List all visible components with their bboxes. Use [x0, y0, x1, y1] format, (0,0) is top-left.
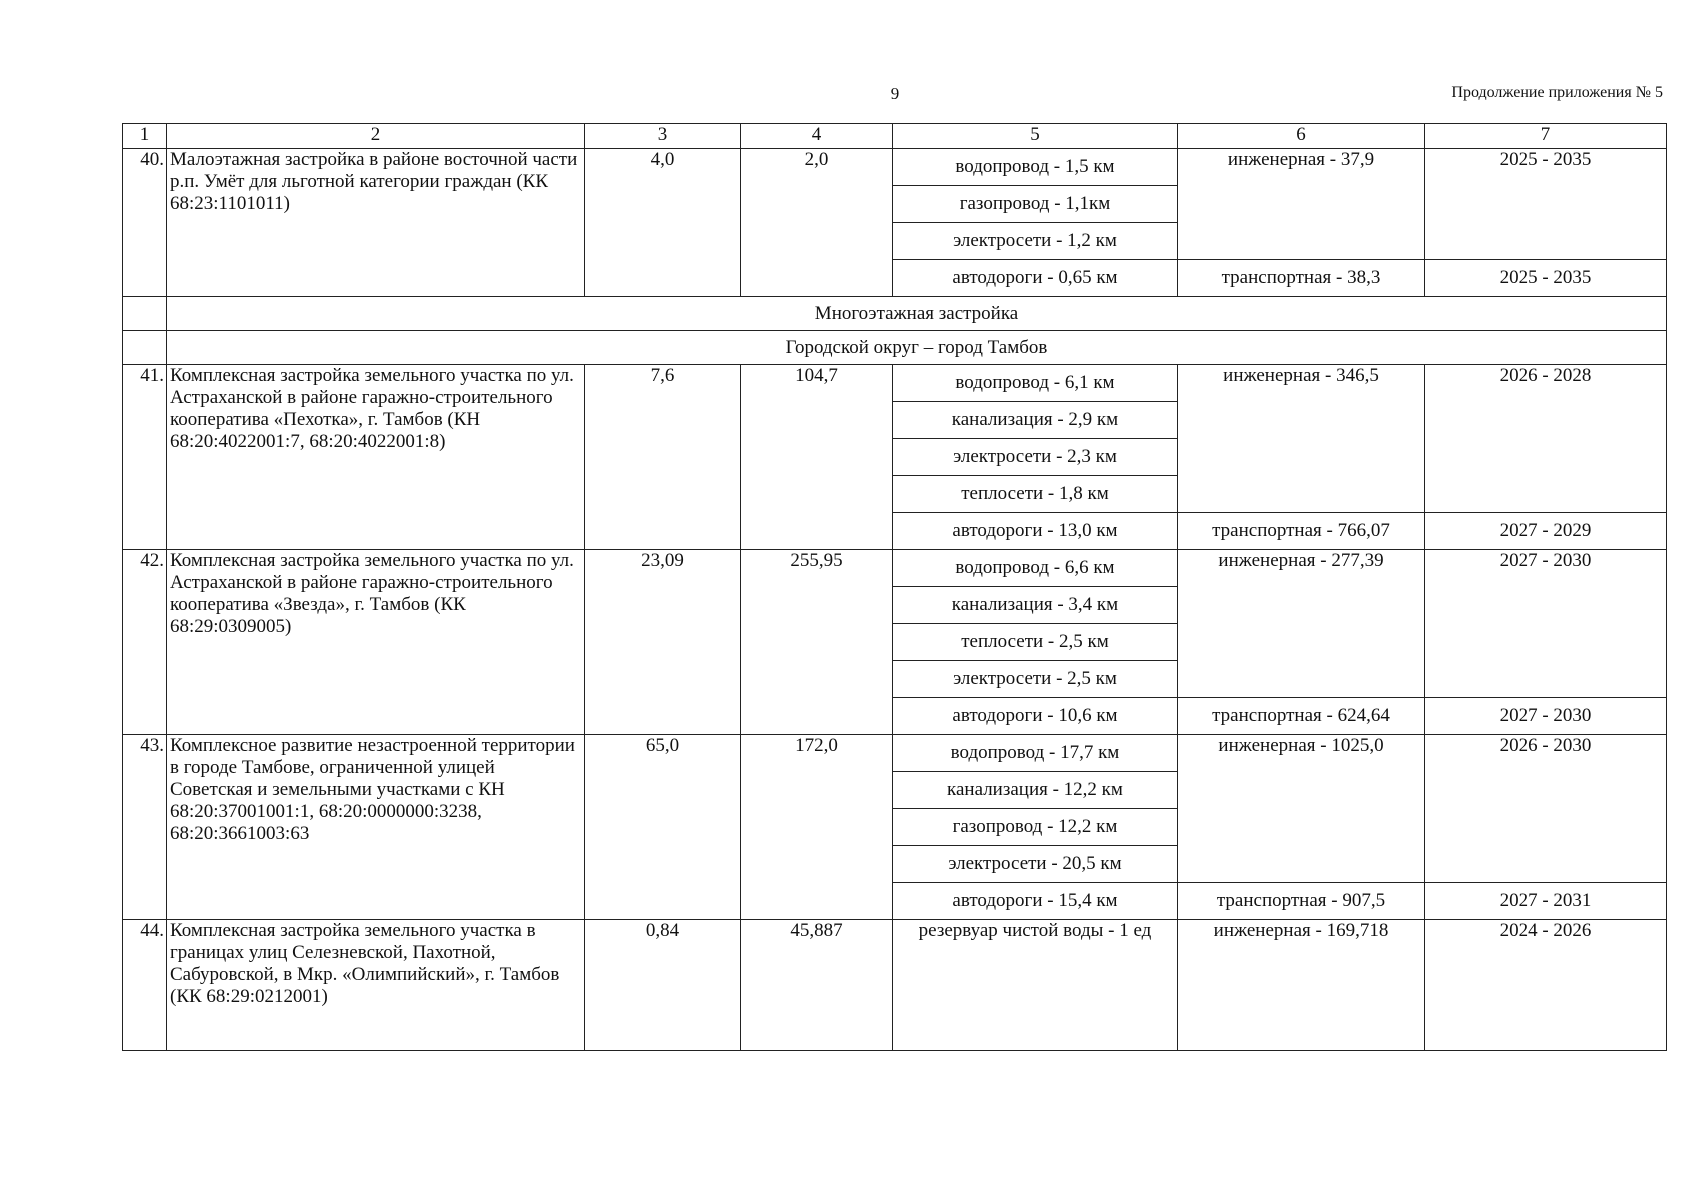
transport-cost: транспортная - 907,5 — [1178, 883, 1425, 920]
column-header: 3 — [585, 124, 741, 149]
roads-item: автодороги - 0,65 км — [893, 260, 1178, 297]
network-item: водопровод - 1,5 км — [893, 149, 1178, 186]
network-item: теплосети - 2,5 км — [893, 624, 1178, 661]
row-col4-value: 2,0 — [741, 149, 893, 297]
transport-cost: транспортная - 624,64 — [1178, 698, 1425, 735]
column-header: 6 — [1178, 124, 1425, 149]
engineering-years: 2026 - 2030 — [1425, 735, 1667, 883]
row-col3-value: 0,84 — [585, 920, 741, 1051]
engineering-cost: инженерная - 277,39 — [1178, 550, 1425, 698]
subsection-heading: Городской округ – город Тамбов — [167, 331, 1667, 365]
infrastructure-table — [122, 123, 1667, 1051]
roads-item: автодороги - 10,6 км — [893, 698, 1178, 735]
engineering-cost: инженерная - 37,9 — [1178, 149, 1425, 260]
transport-years: 2027 - 2029 — [1425, 513, 1667, 550]
roads-item: автодороги - 15,4 км — [893, 883, 1178, 920]
engineering-years: 2024 - 2026 — [1425, 920, 1667, 1051]
network-item: канализация - 3,4 км — [893, 587, 1178, 624]
section-heading: Многоэтажная застройка — [167, 297, 1667, 331]
row-col3-value: 4,0 — [585, 149, 741, 297]
table-row — [123, 149, 1667, 186]
row-description: Комплексная застройка земельного участка по ул. Астраханской в районе гаражно-строительного кооператива «Пехотка», г. Тамбов (КН 68:20:4022001:7, 68:20:4022001:8) — [167, 365, 585, 550]
column-header: 5 — [893, 124, 1178, 149]
network-item: водопровод - 6,1 км — [893, 365, 1178, 402]
row-description: Комплексное развитие незастроенной территории в городе Тамбове, ограниченной улицей Советская и земельными участками с КН 68:20:37001001:1, 68:20:0000000:3238, 68:20:3661003:63 — [167, 735, 585, 920]
column-header: 1 — [123, 124, 167, 149]
network-item: электросети - 1,2 км — [893, 223, 1178, 260]
row-description: Комплексная застройка земельного участка по ул. Астраханской в районе гаражно-строительного кооператива «Звезда», г. Тамбов (КК 68:29:0309005) — [167, 550, 585, 735]
row-description: Малоэтажная застройка в районе восточной части р.п. Умёт для льготной категории граждан (КК 68:23:1101011) — [167, 149, 585, 297]
row-col3-value: 23,09 — [585, 550, 741, 735]
table-row — [123, 365, 1667, 402]
network-item: электросети - 2,3 км — [893, 439, 1178, 476]
page-number: 9 — [890, 84, 900, 103]
table-row — [123, 735, 1667, 772]
transport-years: 2025 - 2035 — [1425, 260, 1667, 297]
row-col4-value: 255,95 — [741, 550, 893, 735]
network-item: водопровод - 6,6 км — [893, 550, 1178, 587]
transport-years: 2027 - 2030 — [1425, 698, 1667, 735]
network-item: электросети - 2,5 км — [893, 661, 1178, 698]
transport-cost: транспортная - 766,07 — [1178, 513, 1425, 550]
row-col4-value: 104,7 — [741, 365, 893, 550]
column-header: 4 — [741, 124, 893, 149]
network-item: газопровод - 12,2 км — [893, 809, 1178, 846]
engineering-cost: инженерная - 1025,0 — [1178, 735, 1425, 883]
table-header-row — [123, 124, 1667, 149]
engineering-years: 2027 - 2030 — [1425, 550, 1667, 698]
section-row — [123, 297, 1667, 331]
row-number: 44. — [123, 920, 167, 1051]
engineering-years: 2025 - 2035 — [1425, 149, 1667, 260]
network-item: газопровод - 1,1км — [893, 186, 1178, 223]
appendix-continuation-note: Продолжение приложения № 5 — [1451, 84, 1663, 101]
row-col4-value: 172,0 — [741, 735, 893, 920]
row-number: 43. — [123, 735, 167, 920]
network-item: водопровод - 17,7 км — [893, 735, 1178, 772]
row-col3-value: 7,6 — [585, 365, 741, 550]
row-description: Комплексная застройка земельного участка в границах улиц Селезневской, Пахотной, Сабуровской, в Мкр. «Олимпийский», г. Тамбов (КК 68:29:0212001) — [167, 920, 585, 1051]
transport-years: 2027 - 2031 — [1425, 883, 1667, 920]
network-item: канализация - 12,2 км — [893, 772, 1178, 809]
row-col4-value: 45,887 — [741, 920, 893, 1051]
column-header: 7 — [1425, 124, 1667, 149]
engineering-years: 2026 - 2028 — [1425, 365, 1667, 513]
table-row — [123, 550, 1667, 587]
engineering-cost: инженерная - 169,718 — [1178, 920, 1425, 1051]
network-item: теплосети - 1,8 км — [893, 476, 1178, 513]
network-item: резервуар чистой воды - 1 ед — [893, 920, 1178, 1051]
subsection-row — [123, 331, 1667, 365]
transport-cost: транспортная - 38,3 — [1178, 260, 1425, 297]
roads-item: автодороги - 13,0 км — [893, 513, 1178, 550]
engineering-cost: инженерная - 346,5 — [1178, 365, 1425, 513]
network-item: канализация - 2,9 км — [893, 402, 1178, 439]
row-number: 41. — [123, 365, 167, 550]
network-item: электросети - 20,5 км — [893, 846, 1178, 883]
table-row — [123, 920, 1667, 1051]
row-col3-value: 65,0 — [585, 735, 741, 920]
row-number: 40. — [123, 149, 167, 297]
row-number: 42. — [123, 550, 167, 735]
column-header: 2 — [167, 124, 585, 149]
